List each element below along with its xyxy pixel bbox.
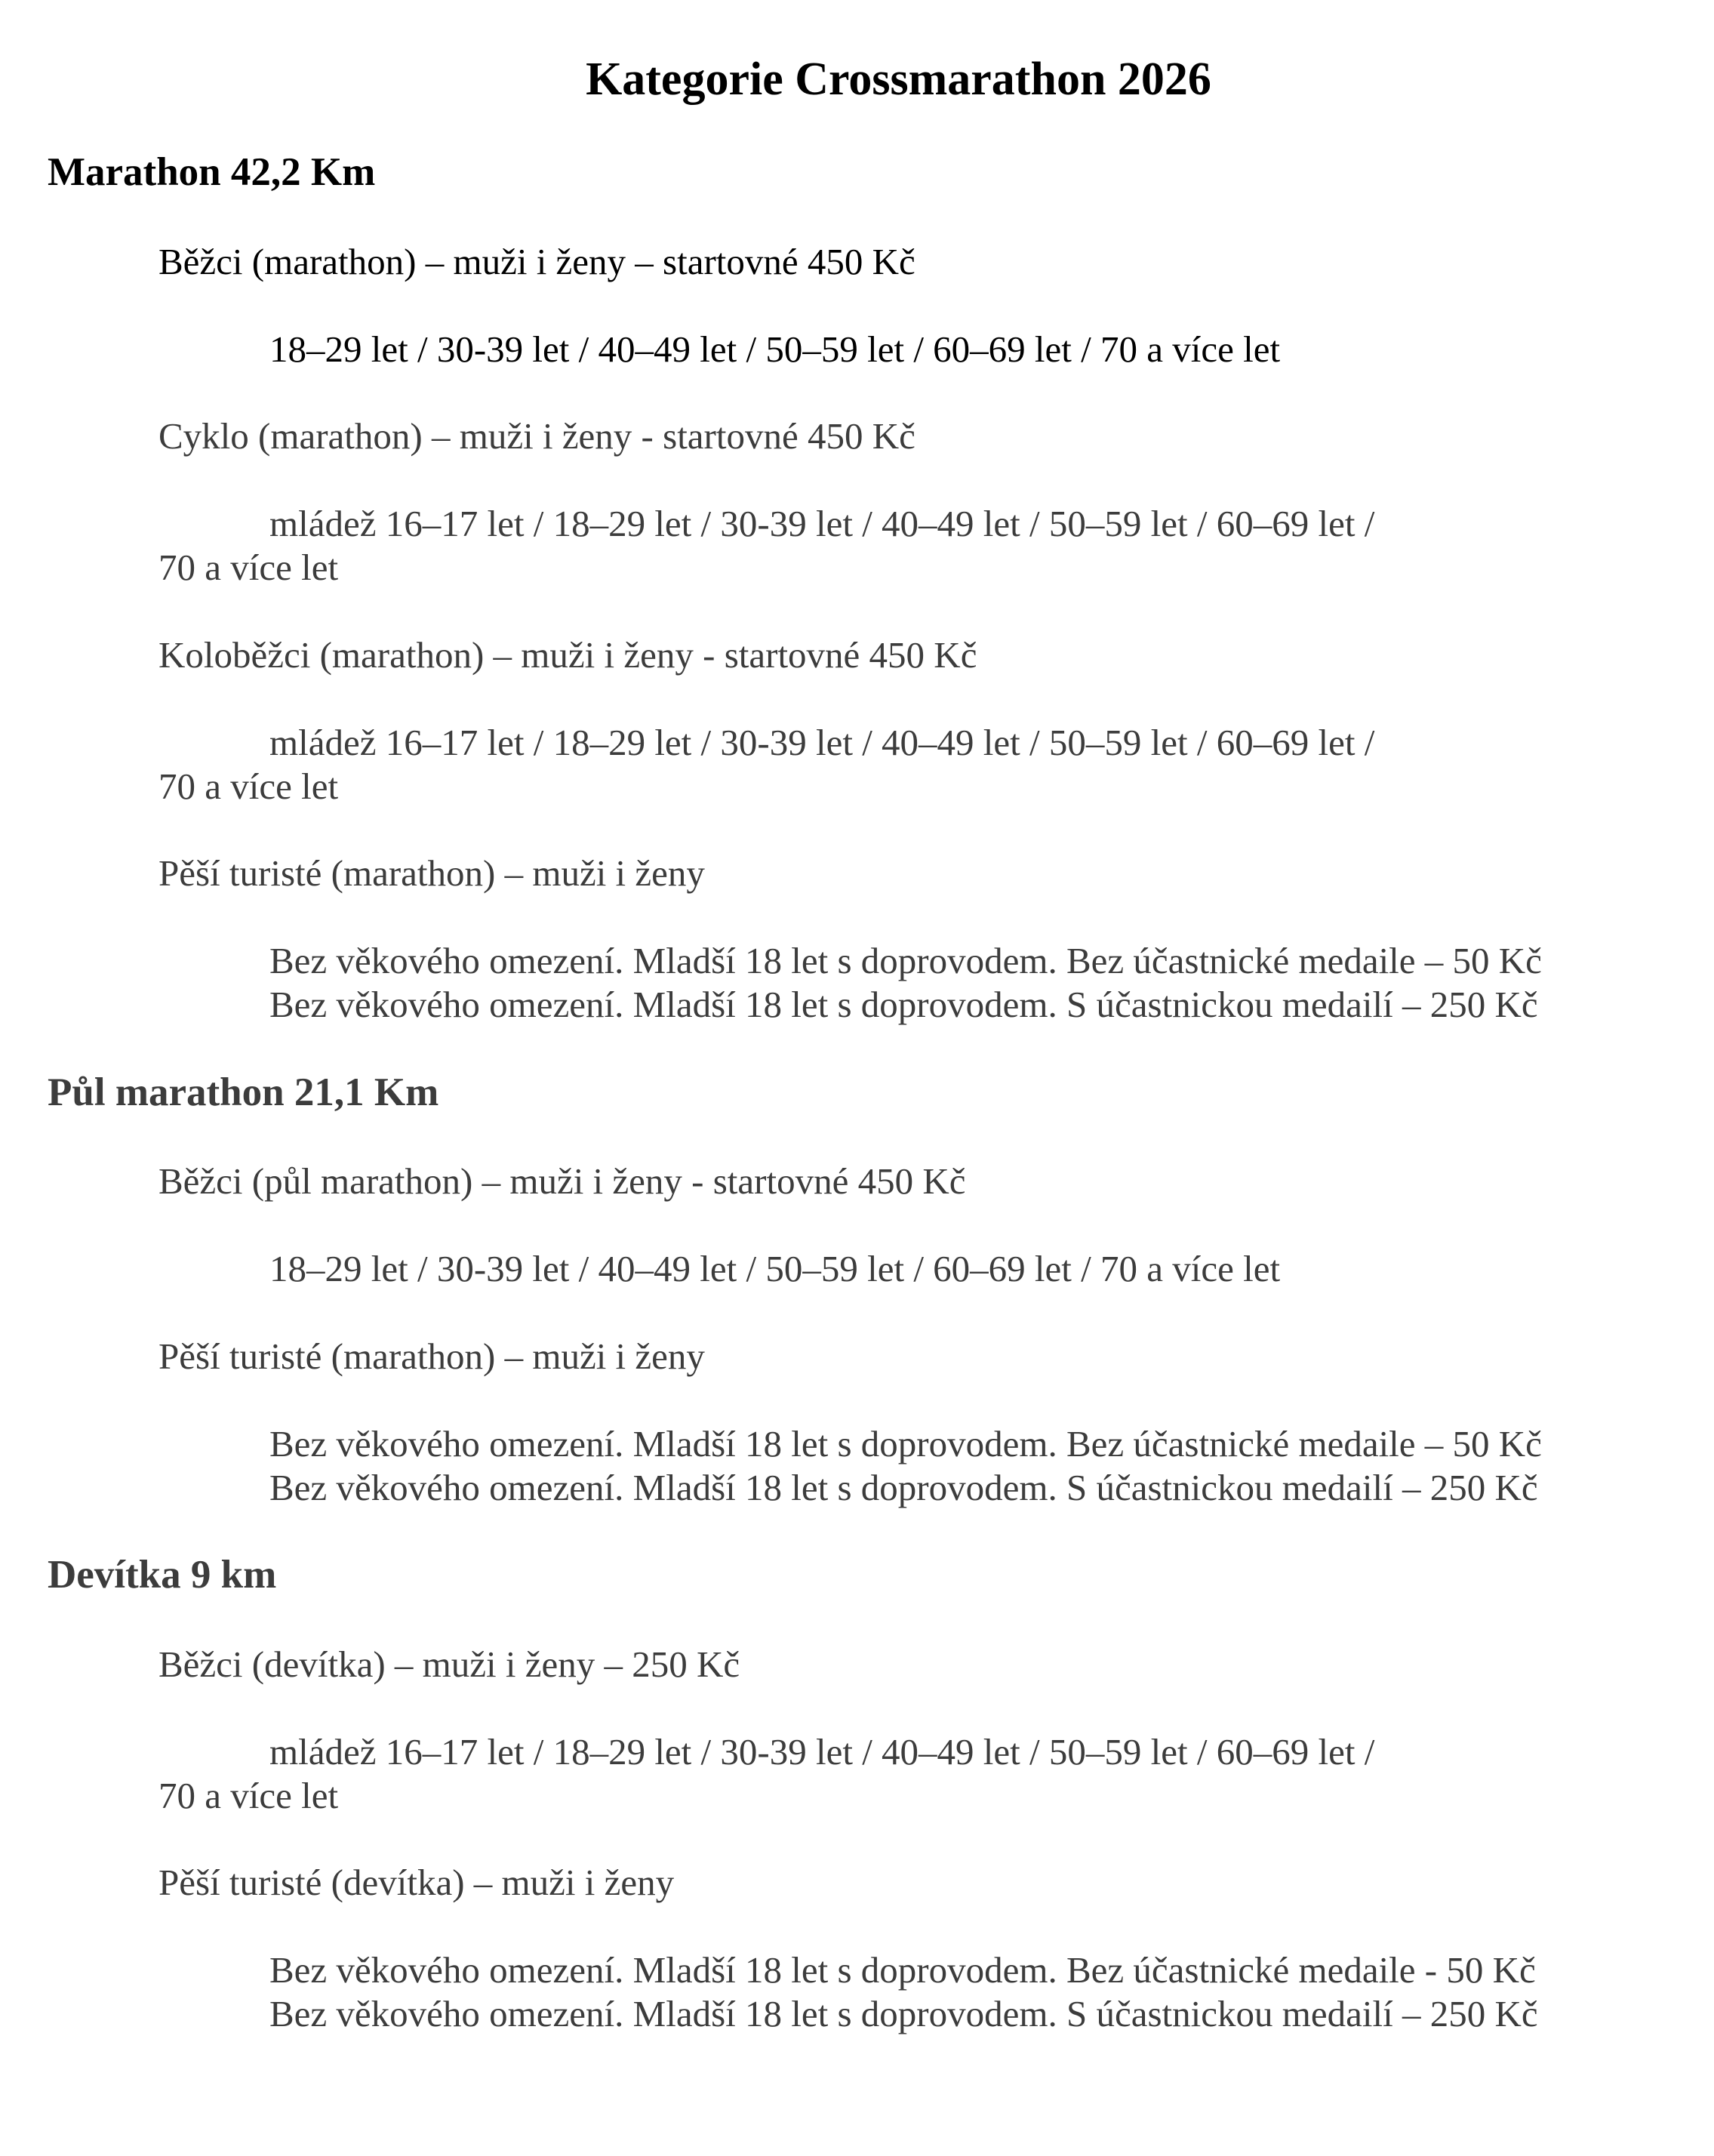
section-half-marathon xyxy=(0,1069,1714,1510)
category-line-runners-half: Běžci (půl marathon) – muži i ženy - startovné 450 Kč xyxy=(158,1160,966,1203)
fee-note-line: Bez věkového omezení. Mladší 18 let s doprovodem. S účastnickou medailí – 250 Kč xyxy=(269,1466,1538,1508)
category-line-scooter-marathon: Koloběžci (marathon) – muži i ženy - startovné 450 Kč xyxy=(158,633,977,676)
section-half-marathon-heading: Půl marathon 21,1 Km xyxy=(48,1070,439,1114)
section-nine-km-heading: Devítka 9 km xyxy=(48,1553,277,1597)
category-line-hikers-half: Pěší turisté (marathon) – muži i ženy xyxy=(158,1335,705,1377)
detail-group-hikers-half xyxy=(0,1422,1714,1510)
category-line-cyclo-marathon: Cyklo (marathon) – muži i ženy - startovné 450 Kč xyxy=(158,415,915,457)
age-categories-line: 18–29 let / 30-39 let / 40–49 let / 50–59 let / 60–69 let / 70 a více let xyxy=(269,1248,1281,1290)
fee-note-line: Bez věkového omezení. Mladší 18 let s doprovodem. Bez účastnické medaile – 50 Kč xyxy=(269,1422,1542,1465)
detail-group-cyclo-marathon xyxy=(0,502,1714,590)
category-line-hikers-marathon: Pěší turisté (marathon) – muži i ženy xyxy=(158,852,705,895)
category-line-hikers-nine: Pěší turisté (devítka) – muži i ženy xyxy=(158,1862,675,1904)
age-categories-line: mládež 16–17 let / 18–29 let / 30-39 let / 40–49 let / 50–59 let / 60–69 let / xyxy=(269,1730,1375,1773)
fee-note-line: Bez věkového omezení. Mladší 18 let s doprovodem. S účastnickou medailí – 250 Kč xyxy=(269,983,1538,1025)
age-categories-line: mládež 16–17 let / 18–29 let / 30-39 let / 40–49 let / 50–59 let / 60–69 let / xyxy=(269,503,1375,545)
document-title: Kategorie Crossmarathon 2026 xyxy=(586,54,1211,105)
detail-group-hikers-marathon xyxy=(0,939,1714,1027)
age-categories-wrap-line: 70 a více let xyxy=(158,547,339,589)
fee-note-line: Bez věkového omezení. Mladší 18 let s doprovodem. Bez účastnické medaile – 50 Kč xyxy=(269,940,1542,982)
section-marathon xyxy=(0,149,1714,1026)
detail-group-runners-half xyxy=(0,1247,1714,1291)
detail-group-hikers-nine xyxy=(0,1948,1714,2036)
age-categories-wrap-line: 70 a více let xyxy=(158,765,339,807)
category-line-runners-nine: Běžci (devítka) – muži i ženy – 250 Kč xyxy=(158,1643,740,1685)
document-page xyxy=(0,53,1714,2156)
age-categories-line: 18–29 let / 30-39 let / 40–49 let / 50–59 let / 60–69 let / 70 a více let xyxy=(269,328,1281,370)
age-categories-line: mládež 16–17 let / 18–29 let / 30-39 let / 40–49 let / 50–59 let / 60–69 let / xyxy=(269,721,1375,763)
fee-note-line: Bez věkového omezení. Mladší 18 let s doprovodem. Bez účastnické medaile - 50 Kč xyxy=(269,1949,1536,1991)
fee-note-line: Bez věkového omezení. Mladší 18 let s doprovodem. S účastnickou medailí – 250 Kč xyxy=(269,1992,1538,2034)
detail-group-runners-marathon xyxy=(0,328,1714,371)
section-nine-km xyxy=(0,1551,1714,2035)
section-marathon-heading: Marathon 42,2 Km xyxy=(48,150,376,195)
detail-group-scooter-marathon xyxy=(0,721,1714,808)
category-line-runners-marathon: Běžci (marathon) – muži i ženy – startovné 450 Kč xyxy=(158,240,915,282)
detail-group-runners-nine xyxy=(0,1730,1714,1818)
age-categories-wrap-line: 70 a více let xyxy=(158,1774,339,1816)
